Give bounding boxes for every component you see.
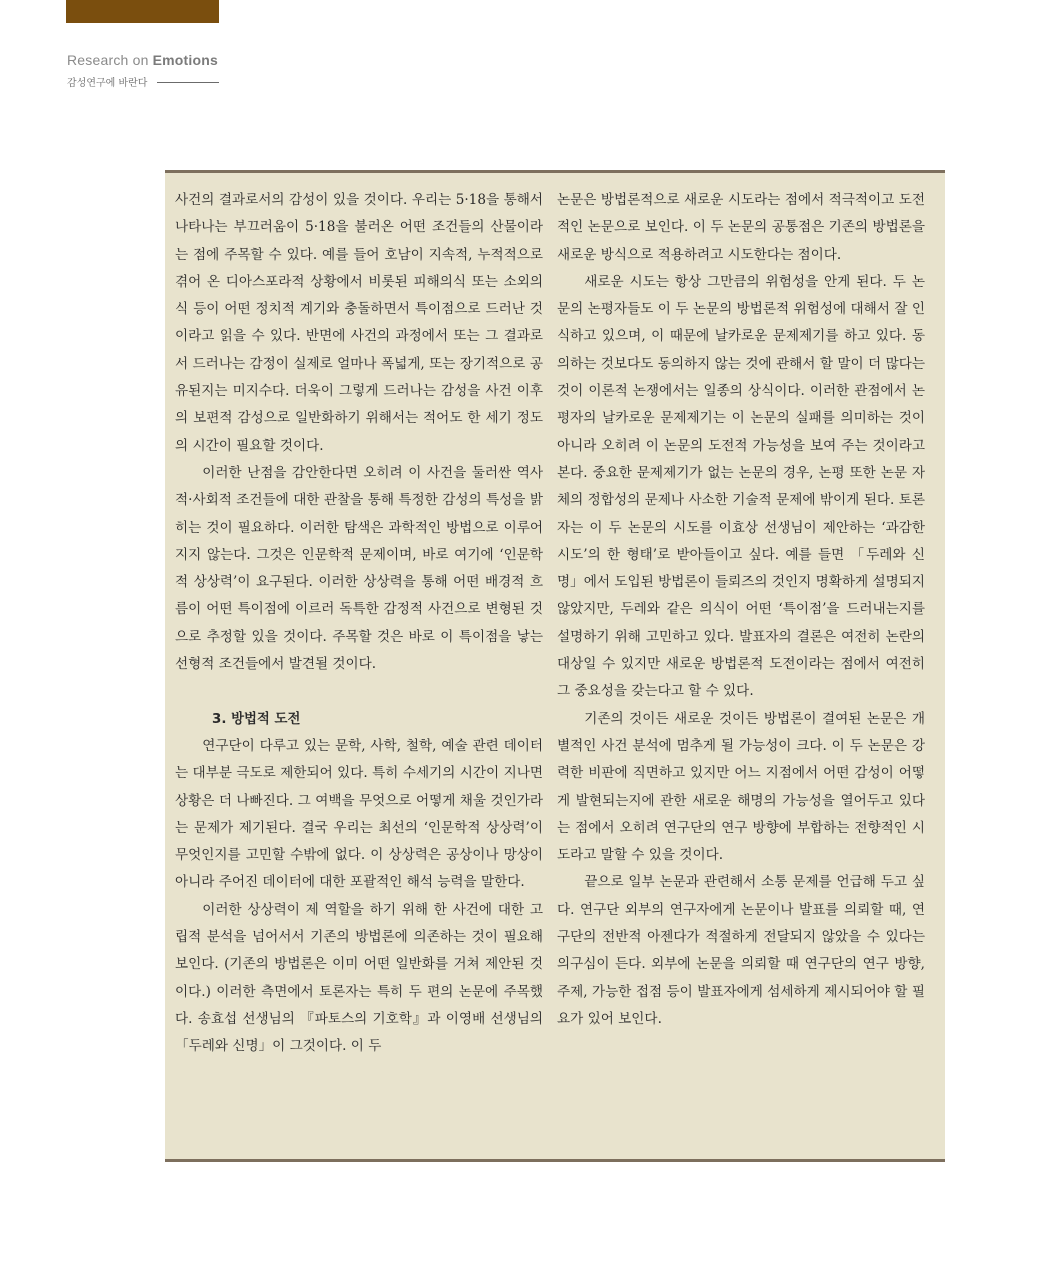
paragraph: 이러한 난점을 감안한다면 오히려 이 사건을 둘러싼 역사적·사회적 조건들에 대한 관찰을 통해 특정한 감성의 특성을 밝히는 것이 필요하다. 이러한 탐색은 과학적인 방법으로 이루어지지 않는다. 그것은 인문학적 문제이며, 바로 여기에 ‘인문학적 상상력’이 요구된다. 이러한 상상력을 통해 어떤 배경적 흐름이 어떤 특이점에 이르러 독특한 감정적 사건으로 변형된 것으로 추정할 있을 것이다. 주목할 것은 바로 이 특이점을 낳는 선형적 조건들에서 발견될 것이다. bbox=[175, 464, 543, 673]
section-heading: 3. 방법적 도전 bbox=[212, 711, 301, 727]
paragraph: 사건의 결과로서의 감성이 있을 것이다. 우리는 5·18을 통해서 나타나는 부끄러움이 5·18을 불러온 어떤 조건들의 산물이라는 점에 주목할 수 있다. 예를 들어 호남이 지속적, 누적적으로 겪어 온 디아스포라적 상황에서 비롯된 피해의식 또는 소외의식 등이 어떤 정치적 계기와 충돌하면서 특이점으로 드러난 것이라고 읽을 수 있다. 반면에 사건의 과정에서 또는 그 결과로서 드러나는 감정이 실제로 얼마나 폭넓게, 또는 장기적으로 공유된지는 미지수다. 더욱이 그렇게 드러나는 감성을 사건 이후의 보편적 감성으로 일반화하기 위해서는 적어도 한 세기 정도의 시간이 필요할 것이다. bbox=[175, 192, 543, 454]
running-header-ko: 감성연구에 바란다 bbox=[67, 78, 148, 89]
article-panel bbox=[165, 170, 945, 1162]
left-column bbox=[175, 187, 543, 1061]
spacer bbox=[175, 678, 543, 705]
paragraph: 기존의 것이든 새로운 것이든 방법론이 결여된 논문은 개별적인 사건 분석에 멈추게 될 가능성이 크다. 이 두 논문은 강력한 비판에 직면하고 있지만 어느 지점에서 어떤 감성이 어떻게 발현되는지에 관한 새로운 해명의 가능성을 열어두고 있다는 점에서 오히려 연구단의 연구 방향에 부합하는 전향적인 시도라고 말할 수 있을 것이다. bbox=[557, 710, 925, 864]
header-en-bold: Emotions bbox=[152, 52, 218, 68]
paragraph: 연구단이 다루고 있는 문학, 사학, 철학, 예술 관련 데이터는 대부분 극도로 제한되어 있다. 특히 수세기의 시간이 지나면 상황은 더 나빠진다. 그 여백을 무엇으로 어떻게 채울 것인가라는 문제가 제기된다. 결국 우리는 최선의 ‘인문학적 상상력’이 무엇인지를 고민할 수밖에 없다. 이 상상력은 공상이나 망상이 아니라 주어진 데이터에 대한 포괄적인 해석 능력을 말한다. bbox=[175, 737, 543, 891]
header-rule bbox=[157, 82, 219, 83]
right-column bbox=[557, 187, 925, 1033]
paragraph: 논문은 방법론적으로 새로운 시도라는 점에서 적극적이고 도전적인 논문으로 보인다. 이 두 논문의 공통점은 기존의 방법론을 새로운 방식으로 적용하려고 시도한다는 점이다. bbox=[557, 192, 925, 263]
running-header-en bbox=[67, 52, 218, 68]
paragraph: 이러한 상상력이 제 역할을 하기 위해 한 사건에 대한 고립적 분석을 넘어서서 기존의 방법론에 의존하는 것이 필요해 보인다. (기존의 방법론은 이미 어떤 일반화를 거쳐 제안된 것이다.) 이러한 측면에서 토론자는 특히 두 편의 논문에 주목했다. 송효섭 선생님의 『파토스의 기호학』과 이영배 선생님의 「두레와 신명」이 그것이다. 이 두 bbox=[175, 901, 543, 1055]
paragraph: 새로운 시도는 항상 그만큼의 위험성을 안게 된다. 두 논문의 논평자들도 이 두 논문의 방법론적 위험성에 대해서 잘 인식하고 있으며, 이 때문에 날카로운 문제제기를 하고 있다. 동의하는 것보다도 동의하지 않는 것에 관해서 할 말이 더 많다는 것이 이론적 논쟁에서는 일종의 상식이다. 이러한 관점에서 논평자의 날카로운 문제제기는 이 논문의 실패를 의미하는 것이 아니라 오히려 이 논문의 도전적 가능성을 보여 주는 것이라고 본다. 중요한 문제제기가 없는 논문의 경우, 논평 또한 논문 자체의 정합성의 문제나 사소한 기술적 문제에 밖이게 된다. 토론자는 이 두 논문의 시도를 이효상 선생님이 제안하는 ‘과감한 시도’의 한 형태’로 받아들이고 싶다. 예를 들면 「두레와 신명」에서 도입된 방법론이 들뢰즈의 것인지 명확하게 설명되지 않았지만, 두레와 같은 의식이 어떤 ‘특이점’을 드러내는지를 설명하기 위해 고민하고 있다. 발표자의 결론은 여전히 논란의 대상일 수 있지만 새로운 방법론적 도전이라는 점에서 여전히 그 중요성을 갖는다고 할 수 있다. bbox=[557, 273, 925, 700]
brand-bar bbox=[66, 0, 219, 23]
paragraph: 끝으로 일부 논문과 관련해서 소통 문제를 언급해 두고 싶다. 연구단 외부의 연구자에게 논문이나 발표를 의뢰할 때, 연구단의 전반적 아젠다가 적절하게 전달되지 않았을 수 있다는 의구심이 든다. 외부에 논문을 의뢰할 때 연구단의 연구 방향, 주제, 가능한 접점 등이 발표자에게 섬세하게 제시되어야 할 필요가 있어 보인다. bbox=[557, 874, 925, 1027]
header-en-prefix: Research on bbox=[67, 52, 149, 68]
